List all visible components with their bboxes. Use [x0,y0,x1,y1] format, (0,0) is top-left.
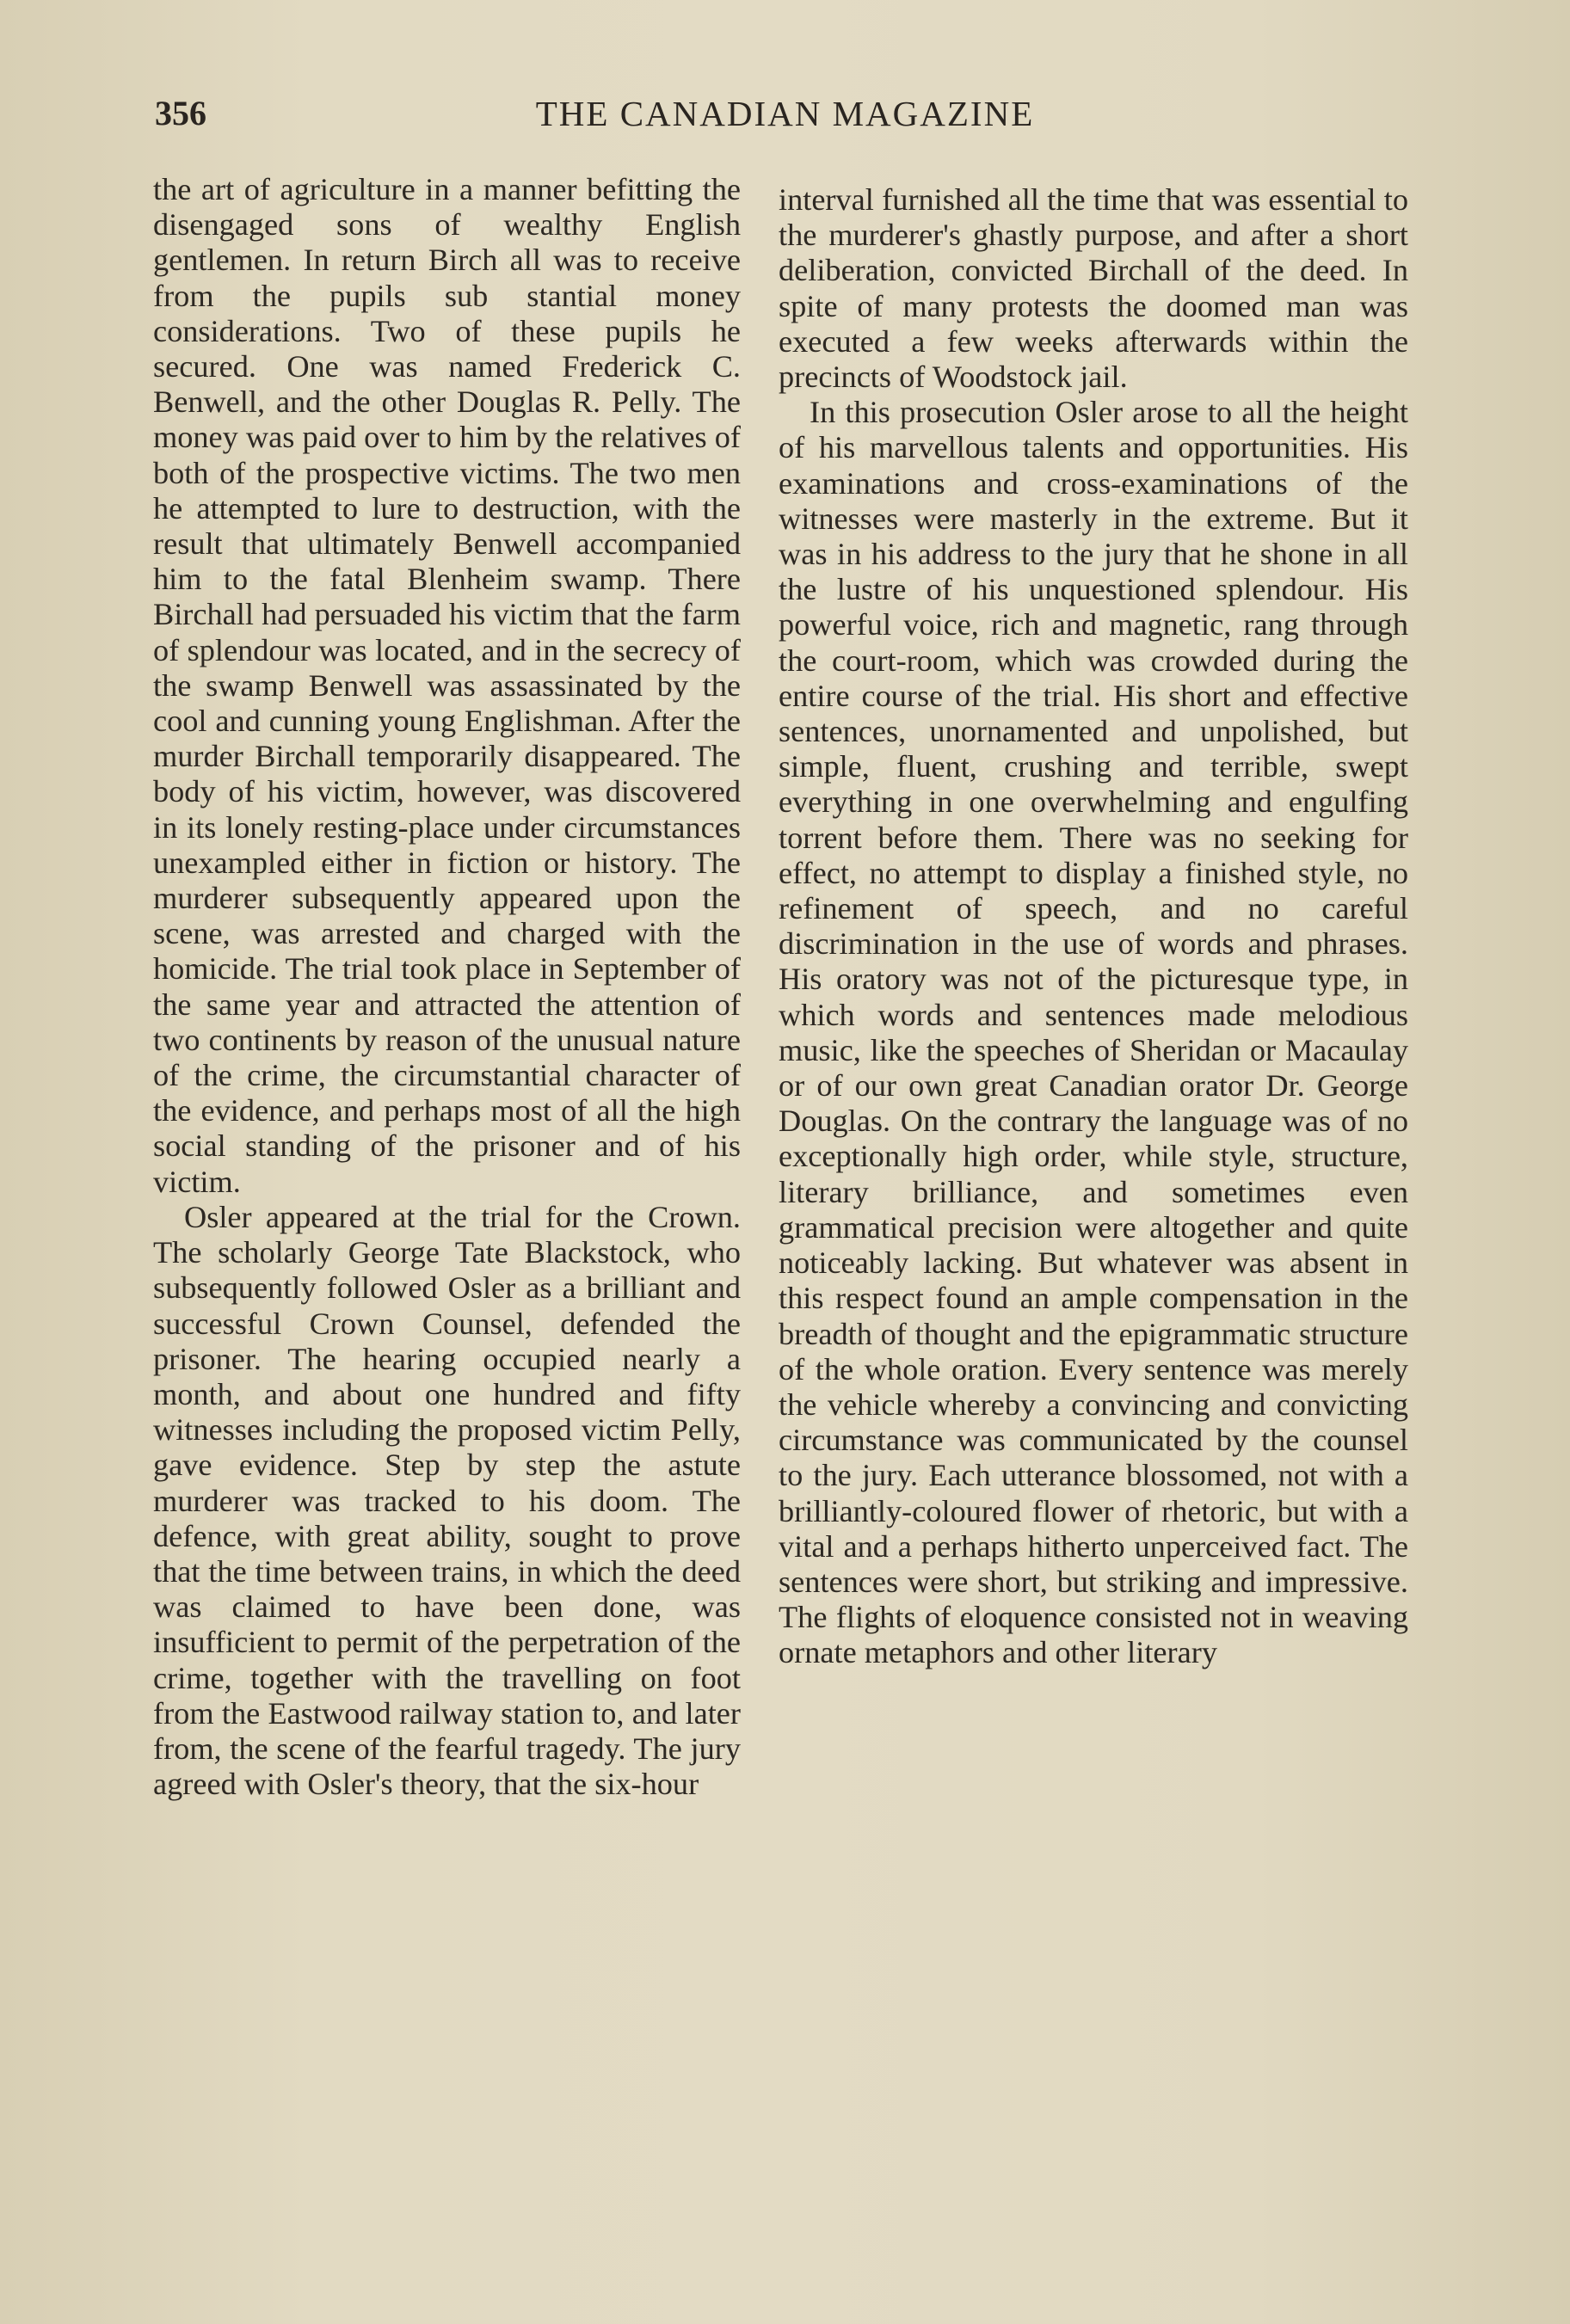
page-number: 356 [155,94,206,132]
left-column [153,172,741,1802]
paragraph: interval furnished all the time that was essential to the murderer's ghastly purpose, and after a short deliberation, convicted Birchall of the deed. In spite of many protests the doomed man was executed a few weeks afterwards within the precincts of Woodstock jail. [779,182,1408,395]
page-header [155,93,1415,144]
running-head: THE CANADIAN MAGAZINE [535,94,1035,133]
paragraph: In this prosecution Osler arose to all the height of his marvellous talents and opportunities. His examinations and cross-examinations of the witnesses were masterly in the extreme. But it was in his address to the jury that he shone in all the lustre of his unquestioned splendour. His powerful voice, rich and magnetic, rang through the court-room, which was crowded during the entire course of the trial. His short and effective sentences, unornamented and unpolished, but simple, fluent, crushing and terrible, swept everything in one overwhelming and engulfing torrent before them. There was no seeking for effect, no attempt to display a finished style, no refinement of speech, and no careful discrimination in the use of words and phrases. His oratory was not of the picturesque type, in which words and sentences made melodious music, like the speeches of Sheridan or Macaulay or of our own great Canadian orator Dr. George Douglas. On the contrary the language was of no exceptionally high order, while style, structure, literary brilliance, and sometimes even grammatical precision were altogether and quite noticeably lacking. But whatever was absent in this respect found an ample compensation in the breadth of thought and the epigrammatic structure of the whole oration. Every sentence was merely the vehicle whereby a convincing and convicting circumstance was communicated by the counsel to the jury. Each utterance blossomed, not with a brilliantly-coloured flower of rhetoric, but with a vital and a perhaps hitherto unperceived fact. The sentences were short, but striking and impressive. The flights of eloquence consisted not in weaving ornate metaphors and other literary [779,395,1408,1670]
right-column [779,182,1408,1671]
paragraph: Osler appeared at the trial for the Crown. The scholarly George Tate Blackstock, who subsequently followed Osler as a brilliant and successful Crown Counsel, defended the prisoner. The hearing occupied nearly a month, and about one hundred and fifty witnesses including the proposed victim Pelly, gave evidence. Step by step the astute murderer was tracked to his doom. The defence, with great ability, sought to prove that the time between trains, in which the deed was claimed to have been done, was insufficient to permit of the perpetration of the crime, together with the travelling on foot from the Eastwood railway station to, and later from, the scene of the fearful tragedy. The jury agreed with Osler's theory, that the six-hour [153,1199,741,1802]
paragraph: the art of agriculture in a manner befitting the disengaged sons of wealthy English gentlemen. In return Birch all was to receive from the pupils sub stantial money considerations. Two of these pupils he secured. One was named Frederick C. Benwell, and the other Douglas R. Pelly. The money was paid over to him by the relatives of both of the prospective victims. The two men he attempted to lure to destruction, with the result that ultimately Benwell accompanied him to the fatal Blenheim swamp. There Birchall had persuaded his victim that the farm of splendour was located, and in the secrecy of the swamp Benwell was assassinated by the cool and cunning young Englishman. After the murder Birchall temporarily disappeared. The body of his victim, however, was discovered in its lonely resting-place under circumstances unexampled either in fiction or history. The murderer subsequently appeared upon the scene, was arrested and charged with the homicide. The trial took place in September of the same year and attracted the attention of two continents by reason of the unusual nature of the crime, the circumstantial character of the evidence, and perhaps most of all the high social standing of the prisoner and of his victim. [153,172,741,1199]
